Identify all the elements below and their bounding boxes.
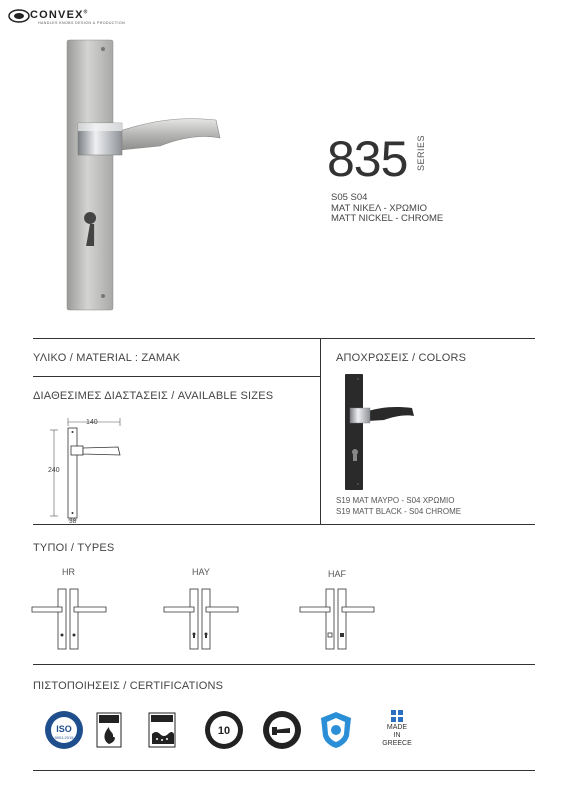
corrosion-rating-icon [148,712,176,748]
divider-sizes [33,524,535,525]
dim-plate: 38 [69,518,77,524]
durability-badge-icon [262,710,302,750]
divider-types [33,664,535,665]
finish-english: MATT NICKEL - CHROME [331,213,444,224]
colors-label: ΑΠΟΧΡΩΣΕΙΣ / COLORS [336,352,467,364]
svg-text:9001:2015: 9001:2015 [54,735,74,740]
divider-material [33,376,320,377]
divider-top [33,338,535,339]
brand-name: CONVEX® [30,9,89,21]
dim-height: 240 [48,467,60,474]
type-hay-label: HAY [192,567,210,577]
divider-bottom [33,770,535,771]
certifications-label: ΠΙΣΤΟΠΟΙΗΣΕΙΣ / CERTIFICATIONS [33,680,224,692]
finish-codes: S05 S04 [331,192,368,203]
antibacterial-shield-icon [318,710,354,750]
product-image [40,38,240,318]
fire-rating-icon [96,712,122,748]
finish-info [331,193,443,225]
color-variant-image [340,372,430,492]
made-in-greece-icon [391,710,403,722]
type-haf-label: HAF [328,569,346,579]
type-hr-label: HR [62,567,75,577]
dimension-drawing [42,412,162,524]
dim-width: 140 [86,419,98,426]
type-hr-drawing [30,585,110,651]
type-hay-drawing [162,585,242,651]
material-label: ΥΛΙΚΟ / MATERIAL : ZAMAK [33,352,181,364]
finish-greek: ΜΑΤ ΝΙΚΕΛ - ΧΡΩΜΙΟ [331,202,427,214]
divider-vertical [320,338,321,524]
made-in-greece-text: MADE IN GREECE [382,724,412,747]
svg-text:10: 10 [217,725,231,737]
color-variant-greek: S19 ΜΑΤ ΜΑΥΡΟ - S04 ΧΡΩΜΙΟ [336,496,455,505]
svg-text:ISO: ISO [56,724,72,734]
type-haf-drawing [298,585,378,651]
ten-years-warranty-icon [204,710,244,750]
series-label: SERIES [416,135,426,172]
series-number: 835 [327,131,408,187]
brand-tagline: HANDLES KNOBS DESIGN & PRODUCTION [38,21,126,25]
iso-badge-icon [44,710,84,750]
types-label: ΤΥΠΟΙ / TYPES [33,542,115,554]
sizes-label: ΔΙΑΘΕΣΙΜΕΣ ΔΙΑΣΤΑΣΕΙΣ / AVAILABLE SIZES [33,390,274,402]
color-variant-english: S19 MATT BLACK - S04 CHROME [336,507,462,516]
